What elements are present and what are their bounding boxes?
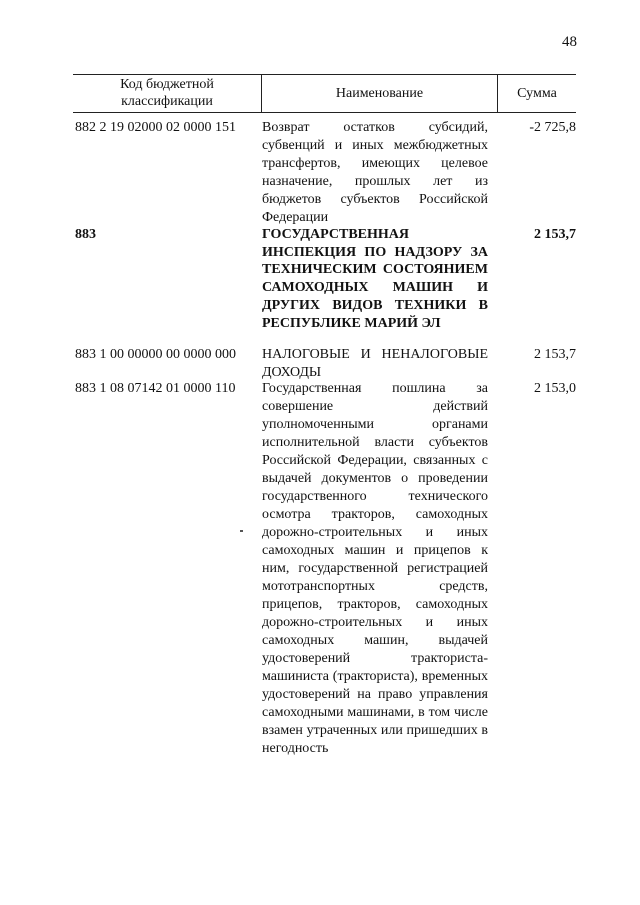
table-header-bottom-rule [73,112,576,113]
row-sum: 2 153,0 [534,381,576,396]
header-name: Наименование [335,85,424,101]
row-code: 883 [75,227,96,242]
row-code: 883 1 08 07142 01 0000 110 [75,381,236,396]
row-code: 882 2 19 02000 02 0000 151 [75,120,236,135]
row-name: ГОСУДАРСТВЕННАЯ ИНСПЕКЦИЯ ПО НАДЗОРУ ЗА ТЕХНИЧЕСКИМ СОСТОЯНИЕМ САМОХОДНЫХ МАШИН И ДРУГИХ ВИДОВ ТЕХНИКИ В РЕСПУБЛИКЕ МАРИЙ ЭЛ [262,227,488,331]
row-name: Возврат остатков субсидий, субвенций и иных межбюджетных трансфертов, имеющих целевое назначение, прошлых лет из бюджетов субъектов Российской Федерации [262,120,488,225]
row-sum: -2 725,8 [529,120,576,135]
row-code: 883 1 00 00000 00 0000 000 [75,347,236,362]
row-name: НАЛОГОВЫЕ И НЕНАЛОГОВЫЕ ДОХОДЫ [262,347,488,380]
page-number: 48 [562,34,577,50]
header-sum: Сумма [517,85,557,101]
header-code: Код бюджетной классификации [120,77,214,109]
row-sum: 2 153,7 [534,227,576,242]
row-sum: 2 153,7 [534,347,576,362]
scan-speck [240,530,243,532]
row-name: Государственная пошлина за совершение действий уполномоченными органами исполнительной власти субъектов Российской Федерации, связанных с выдачей документов о проведении государственного технического осмотра тракторов, самоходных дорожно-строительных и иных самоходных машин и прицепов к ним, государственной регистрацией мототранспортных средств, прицепов, тракторов, самоходных дорожно-строительных и иных самоходных машин, выдачей удостоверений тракториста-машиниста (тракториста), временных удостоверений на право управления самоходными машинами, в том числе взамен утраченных или пришедших в негодность [262,381,488,756]
